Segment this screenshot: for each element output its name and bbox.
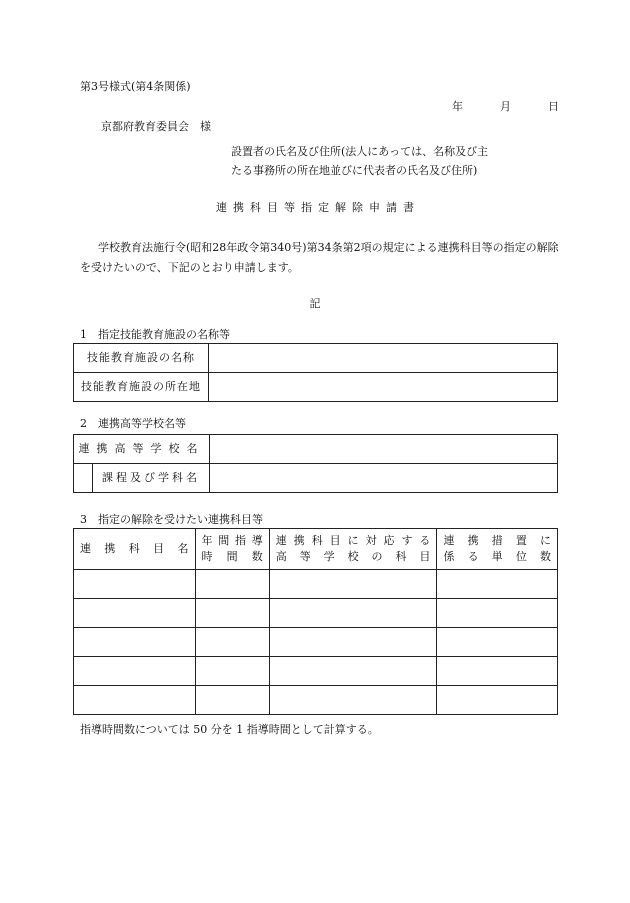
- addressee: 京都府教育委員会 様: [101, 120, 211, 133]
- credits-cell[interactable]: [437, 570, 558, 599]
- col-annual-hours: [195, 529, 269, 570]
- course-label: 課程及び学科名: [93, 464, 210, 493]
- applicant-line-2: たる事務所の所在地並びに代表者の氏名及び住所): [231, 164, 478, 177]
- facility-name-label: 技能教育施設の名称: [74, 344, 209, 373]
- applicant-info: [231, 142, 521, 180]
- table-row: [74, 686, 558, 715]
- section-2-heading: 2 連携高等学校名等: [80, 417, 186, 430]
- hs-subject-cell[interactable]: [269, 657, 437, 686]
- table-row: [74, 628, 558, 657]
- school-name-label: 連携高等学校名: [74, 435, 210, 464]
- school-name-field[interactable]: [210, 435, 558, 464]
- table-header-row: [74, 529, 558, 570]
- subject-name-cell[interactable]: [74, 628, 196, 657]
- subject-name-cell[interactable]: [74, 686, 196, 715]
- subject-name-cell[interactable]: [74, 599, 196, 628]
- hs-subject-cell[interactable]: [269, 686, 437, 715]
- hs-subject-cell[interactable]: [269, 599, 437, 628]
- table-row: [74, 599, 558, 628]
- table-row: [74, 464, 558, 493]
- subject-name-cell[interactable]: [74, 657, 196, 686]
- table-row: [74, 344, 558, 373]
- annual-hours-cell[interactable]: [195, 657, 269, 686]
- hs-subject-cell[interactable]: [269, 570, 437, 599]
- section-1-heading: 1 指定技能教育施設の名称等: [80, 328, 230, 341]
- col-hs-subject-line-1: 連 携 科 目 に 対 応 す る: [275, 534, 431, 547]
- subjects-table: [73, 528, 558, 715]
- col-credits-line-2: 係 る 単 位 数: [443, 550, 551, 563]
- credits-cell[interactable]: [437, 628, 558, 657]
- col-credits: [437, 529, 558, 570]
- facility-name-field[interactable]: [209, 344, 558, 373]
- course-field[interactable]: [210, 464, 558, 493]
- annual-hours-cell[interactable]: [195, 628, 269, 657]
- facility-address-label: 技能教育施設の所在地: [74, 373, 209, 402]
- col-hs-subject-line-2: 高 等 学 校 の 科 目: [275, 550, 431, 563]
- annual-hours-cell[interactable]: [195, 570, 269, 599]
- section-3-heading: 3 指定の解除を受けたい連携科目等: [80, 513, 263, 526]
- annual-hours-cell[interactable]: [195, 599, 269, 628]
- credits-cell[interactable]: [437, 657, 558, 686]
- date-day: 日: [548, 100, 559, 113]
- facility-table: [73, 343, 558, 402]
- col-annual-hours-line-2: 時 間 数: [201, 550, 263, 563]
- col-subject-name: [74, 529, 196, 570]
- col-hs-subject: [269, 529, 437, 570]
- hs-subject-cell[interactable]: [269, 628, 437, 657]
- subject-name-cell[interactable]: [74, 570, 196, 599]
- date-line: [452, 100, 559, 113]
- table-row: [74, 570, 558, 599]
- ki-marker: 記: [309, 297, 321, 310]
- col-credits-line-1: 連 携 措 置 に: [443, 534, 551, 547]
- indent-cell: [74, 464, 93, 493]
- form-number: 第3号様式(第4条関係): [80, 80, 191, 93]
- annual-hours-cell[interactable]: [195, 686, 269, 715]
- col-subject-name-text: 連 携 科 目 名: [80, 542, 189, 555]
- table-row: [74, 373, 558, 402]
- date-month: 月: [500, 100, 511, 113]
- school-table: [73, 434, 558, 493]
- credits-cell[interactable]: [437, 686, 558, 715]
- document-title: 連携科目等指定解除申請書: [216, 201, 420, 214]
- table-row: [74, 435, 558, 464]
- footnote: 指導時間数については 50 分を 1 指導時間として計算する。: [80, 723, 379, 736]
- table-row: [74, 657, 558, 686]
- body-text: 学校教育法施行令(昭和28年政令第340号)第34条第2項の規定による連携科目等の指定の解除を受けたいので、下記のとおり申請します。: [80, 241, 559, 274]
- col-annual-hours-line-1: 年 間 指 導: [201, 534, 263, 547]
- credits-cell[interactable]: [437, 599, 558, 628]
- applicant-line-1: 設置者の氏名及び住所(法人にあっては、名称及び主: [231, 145, 489, 158]
- date-year: 年: [452, 100, 463, 113]
- facility-address-field[interactable]: [209, 373, 558, 402]
